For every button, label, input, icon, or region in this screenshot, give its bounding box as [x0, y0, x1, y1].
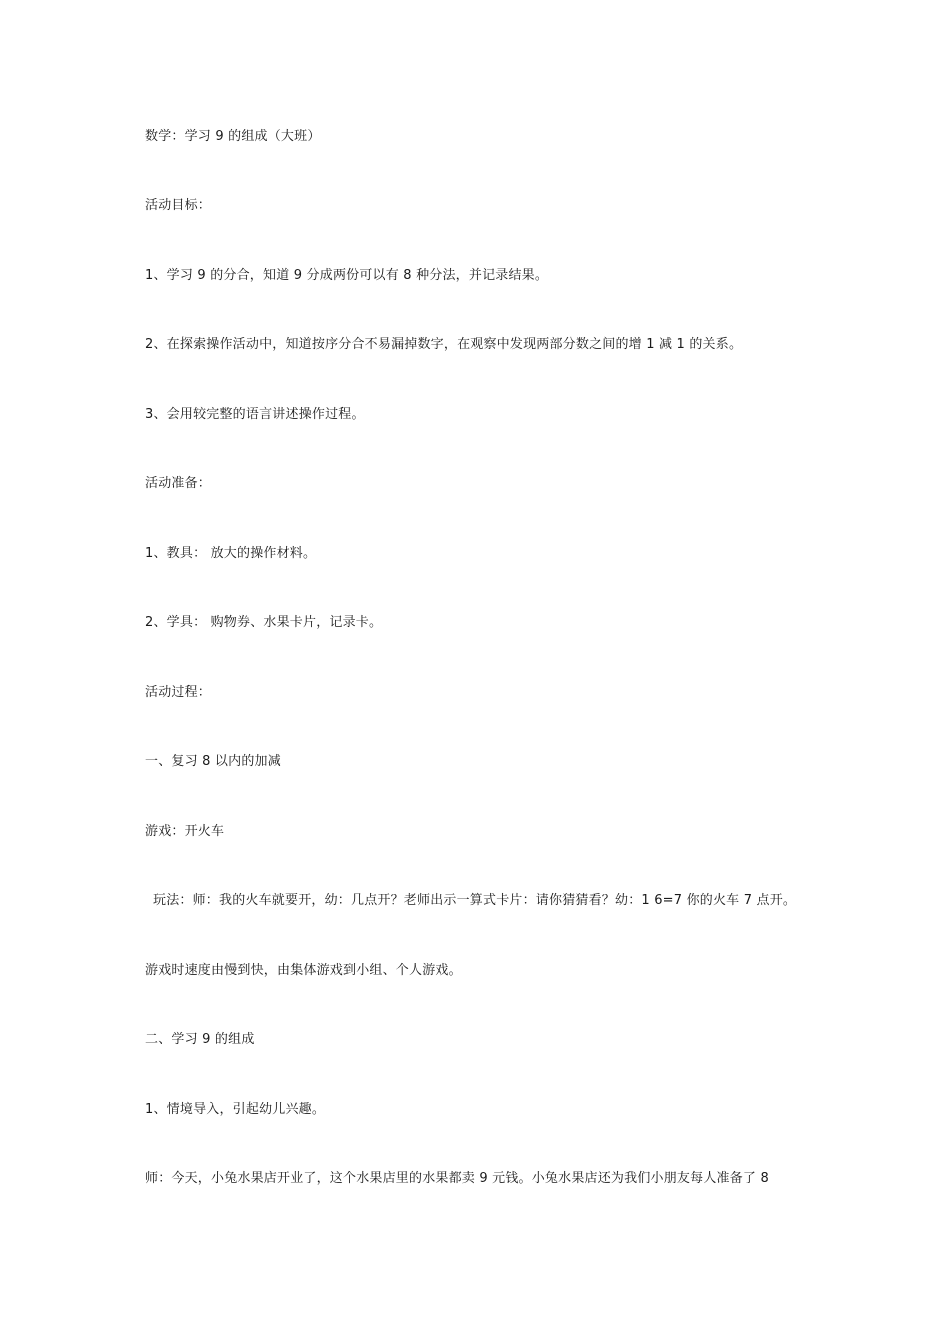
- document-title: 数学：学习 9 的组成（大班）: [145, 129, 321, 144]
- process-step-1: 一、复习 8 以内的加减: [145, 754, 281, 769]
- section-heading-preparation: 活动准备：: [145, 476, 212, 491]
- goal-item-2: 2、在探索操作活动中，知道按序分合不易漏掉数字，在观察中发现两部分数之间的增 1 减 1 的关系。: [145, 337, 743, 352]
- game-title: 游戏：开火车: [145, 824, 225, 839]
- process-step-2: 二、学习 9 的组成: [145, 1032, 255, 1047]
- preparation-item-1: 1、教具： 放大的操作材料。: [145, 546, 317, 561]
- goal-item-1: 1、学习 9 的分合，知道 9 分成两份可以有 8 种分法，并记录结果。: [145, 268, 549, 283]
- preparation-item-2: 2、学具： 购物券、水果卡片，记录卡。: [145, 615, 383, 630]
- process-substep-1: 1、情境导入，引起幼儿兴趣。: [145, 1102, 326, 1117]
- teacher-dialogue: 师：今天，小兔水果店开业了，这个水果店里的水果都卖 9 元钱。小兔水果店还为我们小朋友每人准备了 8: [145, 1171, 769, 1186]
- goal-item-3: 3、会用较完整的语言讲述操作过程。: [145, 407, 365, 422]
- section-heading-process: 活动过程：: [145, 685, 212, 700]
- game-rules: 玩法：师：我的火车就要开，幼：几点开？老师出示一算式卡片：请你猜猜看？幼：1 6=7 你的火车 7 点开。: [153, 893, 797, 908]
- section-heading-goals: 活动目标：: [145, 198, 212, 213]
- game-note: 游戏时速度由慢到快，由集体游戏到小组、个人游戏。: [145, 963, 462, 978]
